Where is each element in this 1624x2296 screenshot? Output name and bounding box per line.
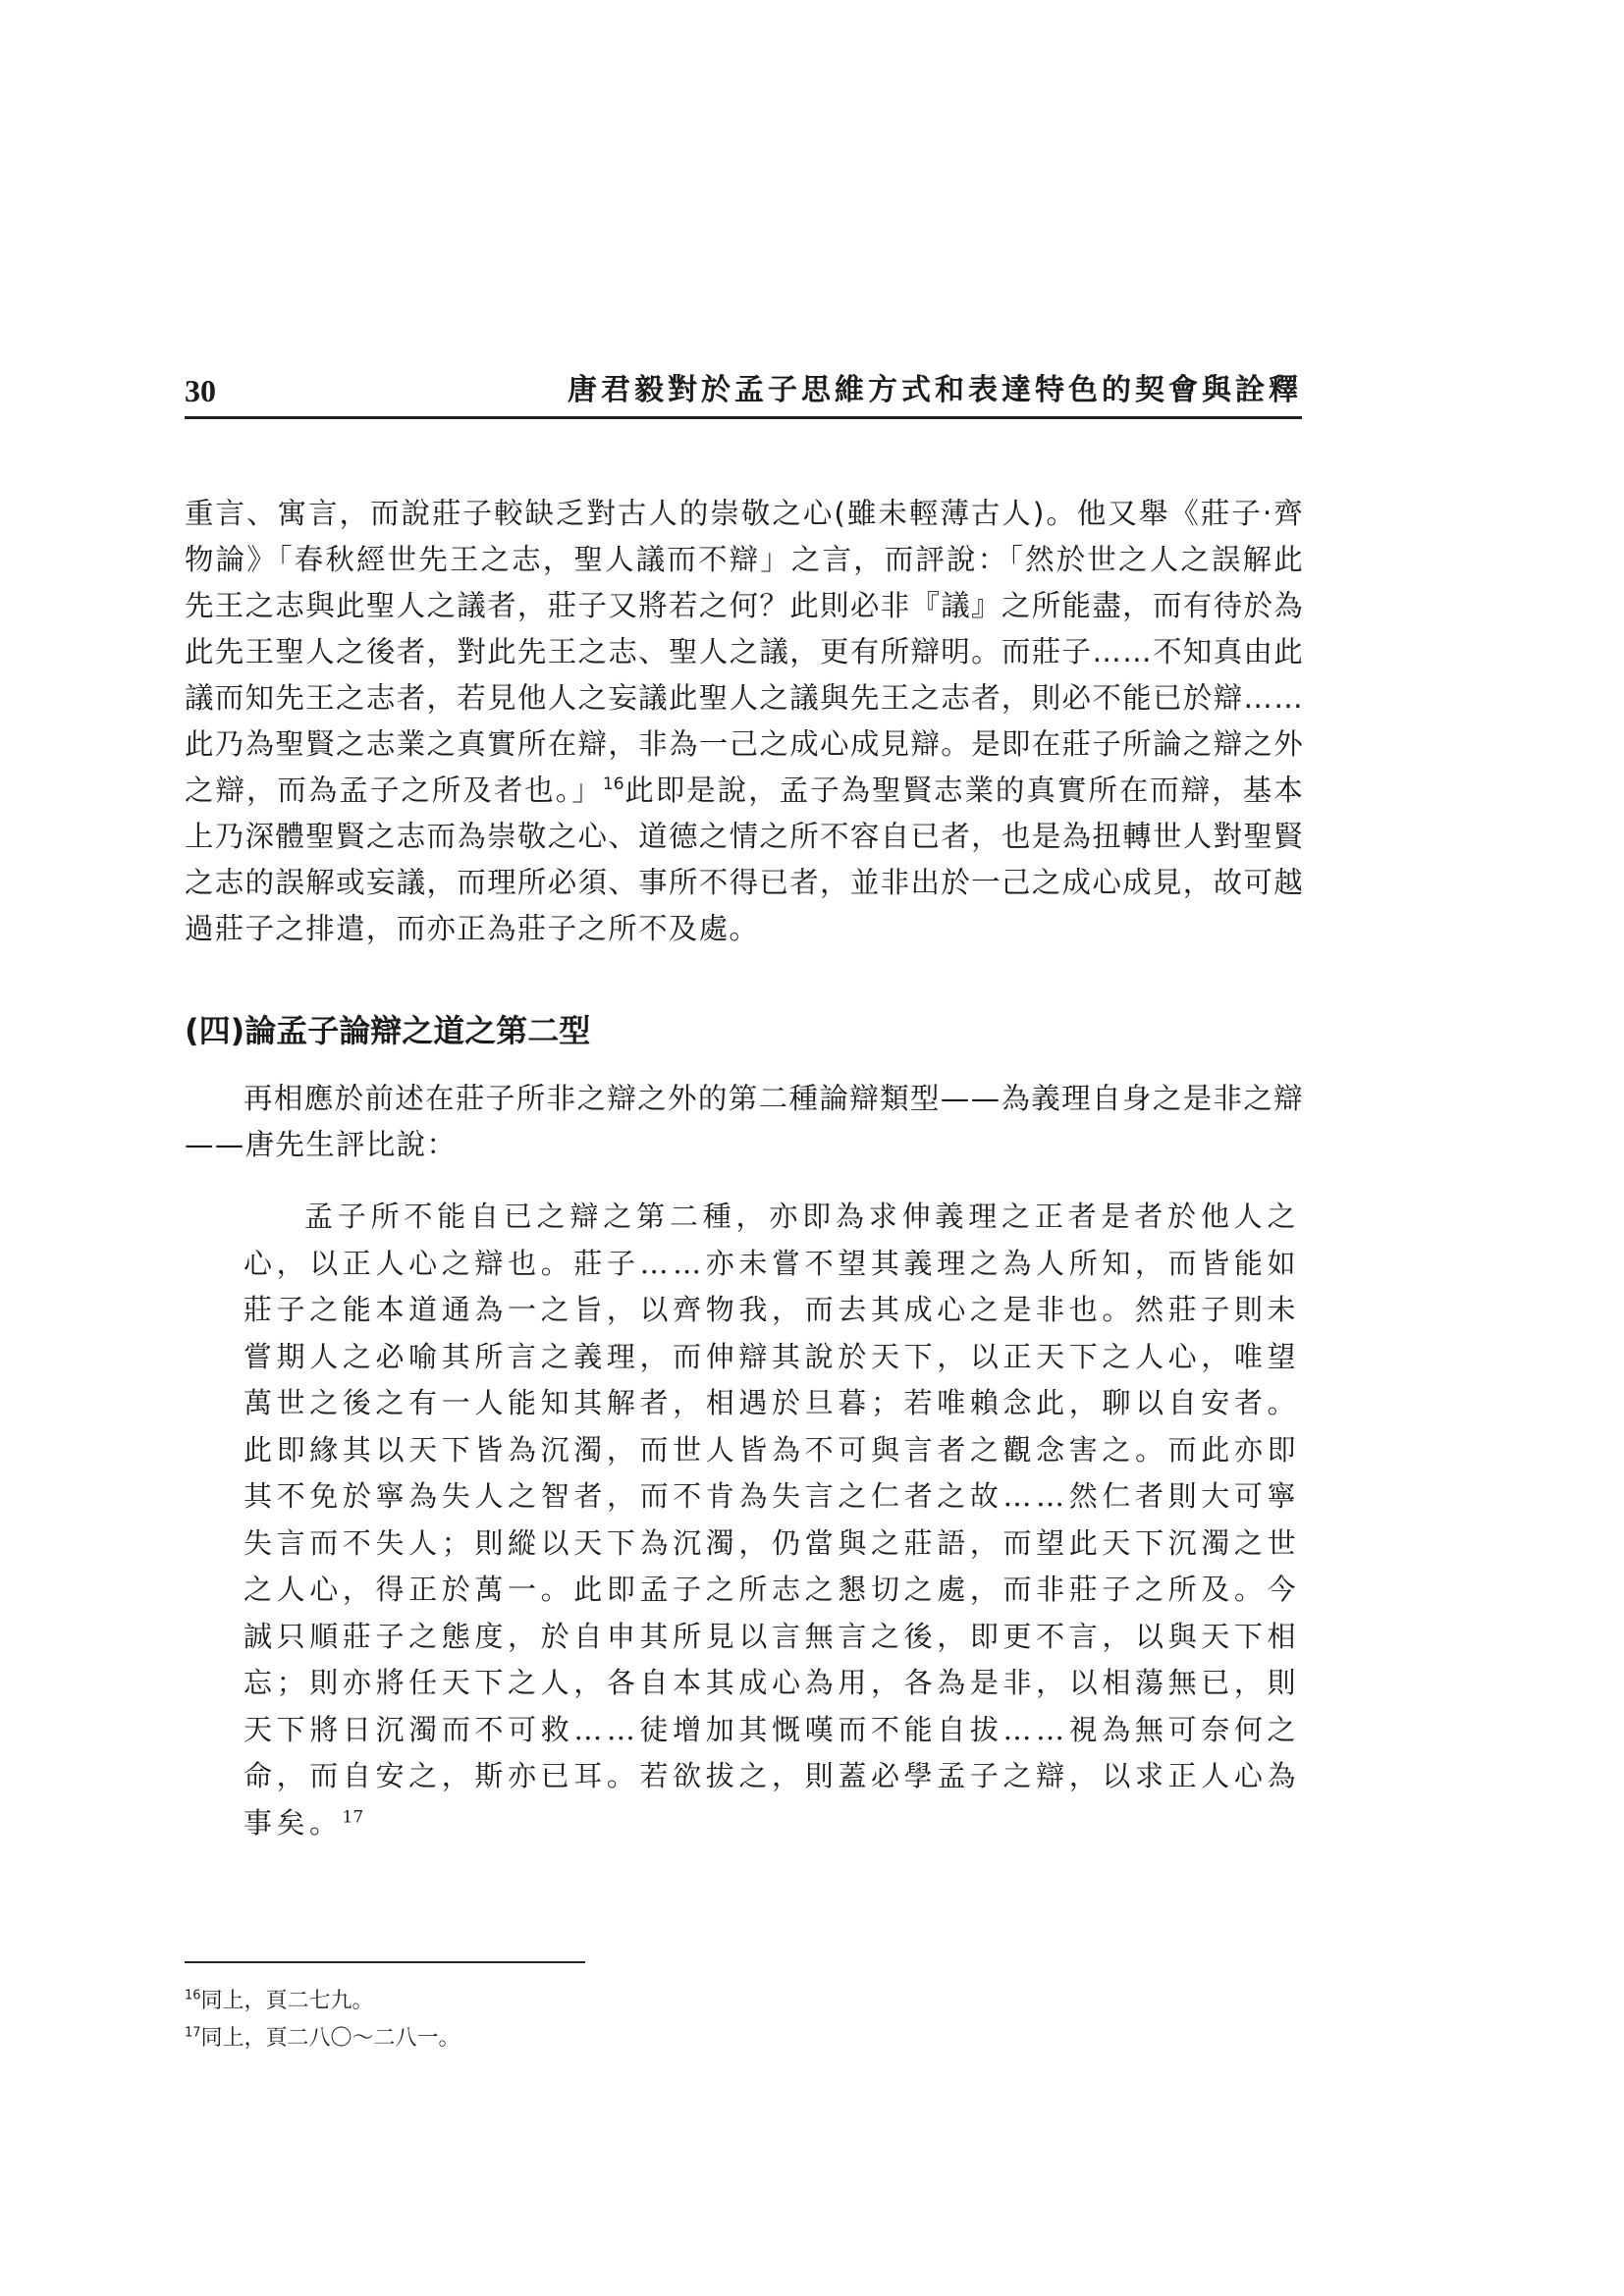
footnotes xyxy=(185,1983,1068,2057)
body-paragraph xyxy=(185,491,1304,952)
paragraph-text: 此即是說，孟子為聖賢志業的真實所在而辯，基本上乃深體聖賢之志而為崇敬之心、道德之情之所不容自已者，也是為扭轉世人對聖賢之志的誤解或妄議，而理所必須、事所不得已者，並非出於一己之成心成見，故可越過莊子之排遣，而亦正為莊子之所不及處。 xyxy=(185,774,1304,945)
footnote-divider xyxy=(185,1961,585,1963)
footnote xyxy=(185,2020,1068,2057)
footnote-ref: 16 xyxy=(602,774,624,795)
footnote-number: 17 xyxy=(185,2025,201,2041)
quote-text: 孟子所不能自已之辯之第二種，亦即為求伸義理之正者是者於他人之心，以正人心之辯也。莊子……亦未嘗不望其義理之為人所知，而皆能如莊子之能本道通為一之旨，以齊物我，而去其成心之是非也。然莊子則未嘗期人之必喻其所言之義理，而伸辯其說於天下，以正天下之人心，唯望萬世之後之有一人能知其解者，相遇於旦暮；若唯賴念此，聊以自安者。此即緣其以天下皆為沉濁，而世人皆為不可與言者之觀念害之。而此亦即其不免於寧為失人之智者，而不肯為失言之仁者之故……然仁者則大可寧失言而不失人；則縱以天下為沉濁，仍當與之莊語，而望此天下沉濁之世之人心，得正於萬一。此即孟子之所志之懇切之處，而非莊子之所及。今誠只順莊子之態度，於自申其所見以言無言之後，即更不言，以與天下相忘；則亦將任天下之人，各自本其成心為用，各為是非，以相蕩無已，則天下將日沉濁而不可救……徒增加其慨嘆而不能自拔……視為無可奈何之命，而自安之，斯亦已耳。若欲拔之，則蓋必學孟子之辯，以求正人心為事矣。 xyxy=(244,1200,1300,1840)
footnote-text: 同上，頁二八〇～二八一。 xyxy=(200,2026,460,2051)
running-title: 唐君毅對於孟子思維方式和表達特色的契會與詮釋 xyxy=(568,373,1302,407)
paragraph-text: 再相應於前述在莊子所非之辯之外的第二種論辯類型——為義理自身之是非之辯——唐先生評比說： xyxy=(185,1082,1304,1161)
footnote xyxy=(185,1983,1068,2020)
paragraph-text: 重言、寓言，而說莊子較缺乏對古人的崇敬之心(雖未輕薄古人)。他又舉《莊子‧齊物論》「春秋經世先王之志，聖人議而不辯」之言，而評說：「然於世之人之誤解此先王之志與此聖人之議者，莊子又將若之何？此則必非『議』之所能盡，而有待於為此先王聖人之後者，對此先王之志、聖人之議，更有所辯明。而莊子……不知真由此議而知先王之志者，若見他人之妄議此聖人之議與先王之志者，則必不能已於辯……此乃為聖賢之志業之真實所在辯，非為一己之成心成見辯。是即在莊子所論之辯之外之辯，而為孟子之所及者也。」 xyxy=(185,497,1304,807)
section-heading: (四)論孟子論辯之道之第二型 xyxy=(185,1012,591,1049)
page-number: 30 xyxy=(185,373,216,408)
block-quote xyxy=(244,1194,1300,1846)
body-paragraph xyxy=(185,1076,1304,1168)
page-header xyxy=(185,371,1302,419)
footnote-number: 16 xyxy=(185,1988,201,2003)
footnote-text: 同上，頁二七九。 xyxy=(200,1989,374,2013)
footnote-ref: 17 xyxy=(342,1806,364,1827)
